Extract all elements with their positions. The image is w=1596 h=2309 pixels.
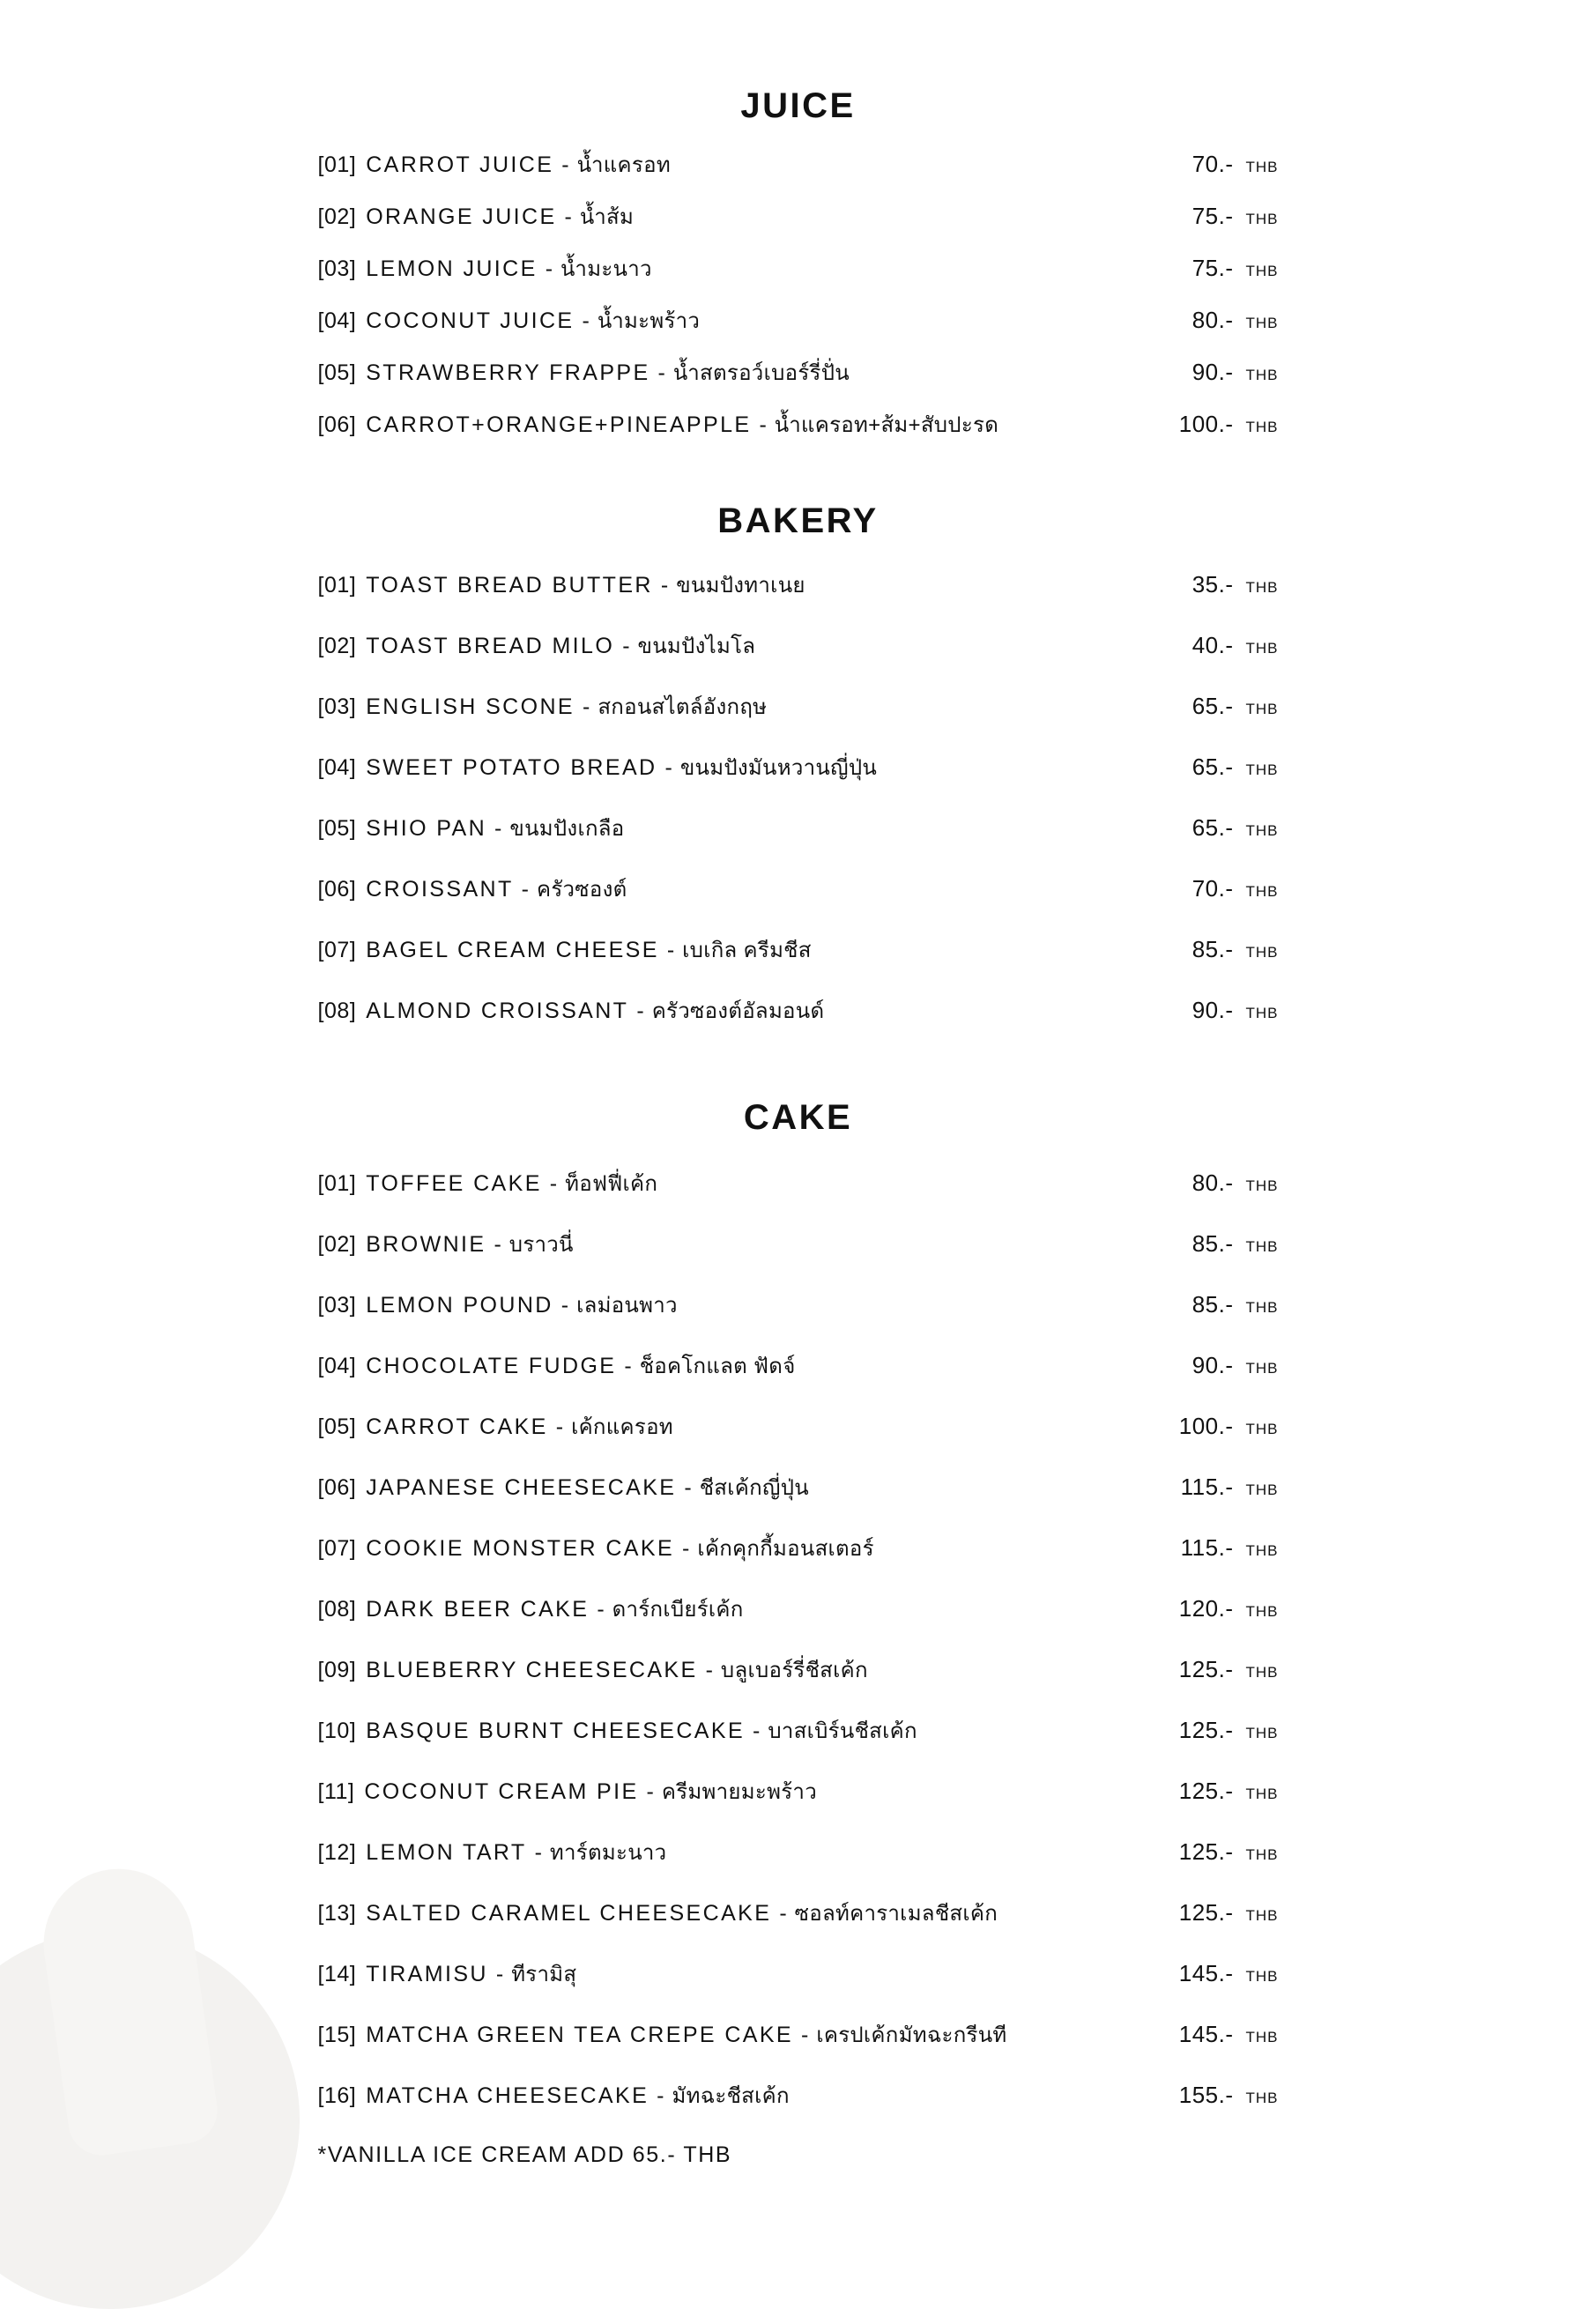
item-currency: THB	[1245, 211, 1279, 227]
item-separator: -	[636, 999, 644, 1023]
item-separator: -	[705, 1658, 713, 1682]
item-name: TIRAMISU	[366, 1962, 488, 1986]
item-price: 145.-	[1178, 2021, 1234, 2047]
item-index: [16]	[317, 2083, 357, 2108]
menu-item-price-group	[1120, 1778, 1279, 1805]
item-separator: -	[682, 1536, 690, 1561]
section-title-bakery: BAKERY	[717, 501, 879, 540]
item-name-thai: น้ำมะนาว	[560, 257, 652, 281]
item-name-thai: เลม่อนพาว	[576, 1294, 678, 1318]
item-name: CROISSANT	[366, 877, 514, 902]
item-name-thai: เครปเค้กมัทฉะกรีนที	[816, 2023, 1007, 2047]
menu-item-price-group	[1120, 1230, 1279, 1258]
menu-item-label	[318, 2017, 1007, 2052]
item-name: DARK BEER CAKE	[366, 1597, 590, 1622]
item-currency: THB	[1245, 1786, 1279, 1802]
item-name: BLUEBERRY CHEESECAKE	[366, 1658, 698, 1682]
item-currency: THB	[1245, 1481, 1279, 1498]
item-name-thai: บาสเบิร์นชีสเค้ก	[768, 1719, 917, 1743]
item-separator: -	[494, 1232, 501, 1257]
item-name-thai: บราวนี่	[508, 1233, 574, 1257]
item-separator: -	[657, 2083, 664, 2108]
item-currency: THB	[1245, 822, 1279, 839]
item-index: [06]	[317, 1475, 357, 1500]
menu-item-price-group	[1120, 936, 1279, 963]
menu-item-row	[318, 2078, 1279, 2112]
menu-item-label	[318, 1956, 577, 1991]
menu-item-price-group	[1120, 814, 1279, 842]
item-index: [07]	[317, 938, 357, 962]
item-price: 65.-	[1191, 814, 1234, 841]
item-index: [02]	[317, 1232, 357, 1257]
menu-item-price-group	[1120, 1595, 1279, 1622]
item-index: [05]	[317, 1414, 357, 1439]
item-name-thai: ครัวซองต์	[536, 878, 627, 902]
menu-item-price-group	[1120, 997, 1279, 1024]
menu-item-price-group	[1120, 571, 1279, 598]
menu-item-label	[318, 1652, 868, 1687]
item-index: [09]	[317, 1658, 357, 1682]
item-name-thai: น้ำแครอท+ส้ม+สับปะรด	[774, 413, 999, 437]
menu-item-label	[318, 407, 999, 442]
item-index: [14]	[317, 1962, 357, 1986]
item-price: 70.-	[1191, 151, 1234, 177]
menu-item-label	[318, 355, 850, 390]
item-separator: -	[753, 1719, 761, 1743]
item-index: [01]	[317, 152, 357, 177]
item-name-thai: น้ำแครอท	[576, 153, 671, 177]
item-index: [04]	[317, 1354, 357, 1378]
item-name: LEMON JUICE	[366, 256, 538, 281]
item-currency: THB	[1245, 1907, 1279, 1924]
item-index: [12]	[317, 1840, 357, 1865]
menu-item-row	[318, 1652, 1279, 1687]
item-price: 100.-	[1178, 1413, 1234, 1439]
item-separator: -	[561, 152, 569, 177]
menu-item-row	[318, 1166, 1279, 1200]
menu-item-row	[318, 1348, 1279, 1383]
menu-item-price-group	[1120, 632, 1279, 659]
menu-item-label	[318, 199, 635, 234]
menu-item-price-group	[1120, 1717, 1279, 1744]
item-list-cake	[151, 1166, 1446, 2112]
item-index: [06]	[317, 877, 357, 902]
menu-item-price-group	[1120, 1352, 1279, 1379]
item-name: ORANGE JUICE	[366, 204, 557, 229]
item-name-thai: ช็อคโกแลต ฟัดจ์	[639, 1355, 796, 1378]
item-name: STRAWBERRY FRAPPE	[366, 360, 650, 385]
item-index: [08]	[317, 999, 357, 1023]
menu-item-price-group	[1120, 1291, 1279, 1318]
item-separator: -	[664, 755, 672, 780]
item-name: TOAST BREAD MILO	[366, 634, 615, 658]
item-separator: -	[666, 938, 675, 962]
menu-item-price-group	[1120, 1169, 1279, 1197]
item-currency: THB	[1245, 419, 1279, 435]
item-price: 125.-	[1178, 1899, 1234, 1926]
item-index: [02]	[317, 204, 357, 229]
menu-item-price-group	[1120, 693, 1279, 720]
item-name-thai: สกอนสไตล์อังกฤษ	[598, 695, 768, 719]
item-name: LEMON TART	[366, 1840, 527, 1865]
item-price: 65.-	[1191, 754, 1234, 780]
item-name: ENGLISH SCONE	[366, 694, 575, 719]
item-name: SHIO PAN	[366, 816, 487, 841]
menu-section-cake	[151, 1054, 1446, 2168]
item-currency: THB	[1245, 1421, 1279, 1437]
item-price: 85.-	[1191, 1291, 1234, 1318]
item-separator: -	[597, 1597, 605, 1622]
item-list-juice	[151, 147, 1446, 442]
menu-item-label	[318, 1531, 874, 1565]
item-currency: THB	[1245, 1603, 1279, 1620]
menu-item-price-group	[1120, 359, 1279, 386]
menu-item-label	[318, 1592, 744, 1626]
item-index: [03]	[317, 694, 357, 719]
menu-item-label	[318, 628, 756, 663]
menu-item-row	[318, 1713, 1279, 1748]
item-separator: -	[657, 360, 665, 385]
item-index: [15]	[317, 2023, 357, 2047]
menu-item-row	[318, 932, 1279, 967]
menu-item-row	[318, 568, 1279, 602]
menu-item-label	[318, 1409, 673, 1444]
menu-item-price-group	[1120, 2082, 1279, 2109]
item-index: [10]	[317, 1719, 357, 1743]
item-name: ALMOND CROISSANT	[366, 999, 629, 1023]
item-name: SWEET POTATO BREAD	[366, 755, 657, 780]
item-name-thai: เค้กคุกกี้มอนสเตอร์	[697, 1537, 874, 1561]
menu-item-row	[318, 811, 1279, 845]
item-separator: -	[555, 1414, 564, 1439]
item-currency: THB	[1245, 1238, 1279, 1255]
item-name: CHOCOLATE FUDGE	[366, 1354, 617, 1378]
item-price: 90.-	[1191, 359, 1234, 385]
menu-item-row	[318, 407, 1279, 442]
item-separator: -	[494, 816, 502, 841]
item-price: 90.-	[1191, 997, 1234, 1023]
menu-item-row	[318, 147, 1279, 182]
menu-item-row	[318, 689, 1279, 724]
item-currency: THB	[1245, 1664, 1279, 1681]
item-separator: -	[549, 1171, 558, 1196]
item-price: 40.-	[1191, 632, 1234, 658]
item-price: 125.-	[1178, 1838, 1234, 1865]
menu-item-row	[318, 1774, 1279, 1808]
item-separator: -	[534, 1840, 542, 1865]
item-price: 80.-	[1191, 307, 1234, 333]
menu-item-row	[318, 628, 1279, 663]
item-name: SALTED CARAMEL CHEESECAKE	[366, 1901, 772, 1926]
item-price: 80.-	[1191, 1169, 1234, 1196]
item-price: 85.-	[1191, 936, 1234, 962]
menu-item-label	[318, 1288, 678, 1322]
item-currency: THB	[1245, 1542, 1279, 1559]
menu-item-label	[318, 811, 625, 845]
menu-item-price-group	[1120, 203, 1279, 230]
item-name-thai: ครัวซองต์อัลมอนด์	[651, 999, 825, 1023]
menu-item-price-group	[1120, 1474, 1279, 1501]
menu-item-price-group	[1120, 1899, 1279, 1927]
item-index: [04]	[317, 755, 357, 780]
item-name-thai: ทีรามิสุ	[511, 1963, 577, 1986]
menu-item-row	[318, 750, 1279, 784]
item-name-thai: ขนมปังมันหวานญี่ปุ่น	[679, 756, 878, 780]
menu-item-label	[318, 251, 652, 286]
item-index: [04]	[317, 308, 357, 333]
item-index: [11]	[317, 1779, 355, 1804]
item-price: 35.-	[1191, 571, 1234, 598]
item-name-thai: มัทฉะชีสเค้ก	[672, 2084, 790, 2108]
item-currency: THB	[1245, 640, 1279, 657]
item-name-thai: ซอลท์คาราเมลชีสเค้ก	[794, 1902, 998, 1926]
item-separator: -	[646, 1779, 654, 1804]
menu-item-price-group	[1120, 255, 1279, 282]
item-price: 125.-	[1178, 1656, 1234, 1682]
menu-item-row	[318, 1409, 1279, 1444]
item-currency: THB	[1245, 263, 1279, 279]
menu-section-juice	[151, 0, 1446, 442]
item-price: 155.-	[1178, 2082, 1234, 2108]
item-name-thai: ขนมปังทาเนย	[676, 574, 805, 598]
item-price: 145.-	[1178, 1960, 1234, 1986]
menu-item-label	[318, 1713, 917, 1748]
menu-item-label	[318, 568, 805, 602]
item-index: [01]	[317, 1171, 357, 1196]
menu-item-price-group	[1120, 151, 1279, 178]
menu-item-label	[318, 1227, 574, 1261]
menu-item-row	[318, 1835, 1279, 1869]
item-index: [03]	[317, 256, 357, 281]
item-name: CARROT CAKE	[366, 1414, 548, 1439]
item-name: BASQUE BURNT CHEESECAKE	[366, 1719, 746, 1743]
item-index: [01]	[317, 573, 357, 598]
item-name-thai: ดาร์กเบียร์เค้ก	[612, 1598, 744, 1622]
item-currency: THB	[1245, 2090, 1279, 2106]
menu-item-row	[318, 993, 1279, 1028]
section-title-cake: CAKE	[743, 1098, 853, 1137]
menu-item-row	[318, 1531, 1279, 1565]
item-separator: -	[759, 412, 767, 437]
item-name: MATCHA CHEESECAKE	[366, 2083, 650, 2108]
item-currency: THB	[1245, 315, 1279, 331]
menu-item-price-group	[1120, 1838, 1279, 1866]
item-name-thai: ท็อฟฟี่เค้ก	[565, 1172, 658, 1196]
section-title-juice: JUICE	[740, 86, 856, 125]
menu-item-row	[318, 355, 1279, 390]
item-name-thai: ครีมพายมะพร้าว	[661, 1780, 817, 1804]
item-currency: THB	[1245, 1299, 1279, 1316]
menu-item-label	[318, 750, 878, 784]
item-name: TOAST BREAD BUTTER	[366, 573, 653, 598]
menu-item-label	[318, 1470, 809, 1504]
item-name: COCONUT CREAM PIE	[364, 1779, 639, 1804]
item-name-thai: เบเกิล ครีมชีส	[682, 939, 812, 962]
item-list-bakery	[151, 568, 1446, 1028]
menu-item-label	[318, 1774, 817, 1808]
menu-item-row	[318, 251, 1279, 286]
item-currency: THB	[1245, 1846, 1279, 1863]
item-name-thai: บลูเบอร์รี่ชีสเค้ก	[720, 1659, 868, 1682]
item-price: 65.-	[1191, 693, 1234, 719]
item-price: 90.-	[1191, 1352, 1234, 1378]
item-price: 75.-	[1191, 203, 1234, 229]
item-separator: -	[582, 308, 590, 333]
menu-item-row	[318, 1470, 1279, 1504]
item-currency: THB	[1245, 1360, 1279, 1377]
item-name: TOFFEE CAKE	[366, 1171, 542, 1196]
menu-item-label	[318, 932, 812, 967]
item-price: 115.-	[1180, 1474, 1234, 1500]
menu-item-row	[318, 872, 1279, 906]
item-price: 75.-	[1191, 255, 1234, 281]
item-name-thai: ทาร์ตมะนาว	[549, 1841, 667, 1865]
item-index: [05]	[317, 816, 357, 841]
item-currency: THB	[1245, 579, 1279, 596]
menu-item-price-group	[1120, 1534, 1279, 1562]
item-name-thai: ขนมปังไมโล	[637, 635, 756, 658]
item-index: [13]	[317, 1901, 357, 1926]
menu-item-label	[318, 1896, 998, 1930]
menu-item-label	[318, 1348, 796, 1383]
item-name-thai: เค้กแครอท	[571, 1415, 673, 1439]
item-currency: THB	[1245, 1005, 1279, 1021]
item-name-thai: น้ำส้ม	[579, 205, 635, 229]
menu-item-label	[318, 2078, 790, 2112]
item-index: [07]	[317, 1536, 357, 1561]
menu-item-price-group	[1120, 307, 1279, 334]
item-separator: -	[521, 877, 529, 902]
menu-item-label	[318, 1835, 667, 1869]
item-name-thai: ขนมปังเกลือ	[509, 817, 625, 841]
menu-item-price-group	[1120, 875, 1279, 902]
item-currency: THB	[1245, 883, 1279, 900]
item-currency: THB	[1245, 1725, 1279, 1741]
item-price: 115.-	[1180, 1534, 1234, 1561]
item-name-thai: น้ำสตรอว์เบอร์รี่ปั่น	[672, 361, 850, 385]
item-price: 125.-	[1178, 1778, 1234, 1804]
menu-item-price-group	[1120, 2021, 1279, 2048]
item-index: [06]	[317, 412, 357, 437]
item-currency: THB	[1245, 701, 1279, 717]
item-currency: THB	[1245, 2029, 1279, 2045]
menu-item-label	[318, 1166, 658, 1200]
menu-item-row	[318, 1288, 1279, 1322]
item-name-thai: ชีสเค้กญี่ปุ่น	[699, 1476, 809, 1500]
item-name: CARROT JUICE	[366, 152, 554, 177]
item-name: JAPANESE CHEESECAKE	[366, 1475, 677, 1500]
menu-item-price-group	[1120, 1413, 1279, 1440]
item-index: [08]	[317, 1597, 357, 1622]
item-name: COCONUT JUICE	[366, 308, 575, 333]
item-separator: -	[624, 1354, 632, 1378]
item-separator: -	[545, 256, 553, 281]
menu-item-label	[318, 993, 825, 1028]
item-separator: -	[495, 1962, 504, 1986]
item-separator: -	[779, 1901, 787, 1926]
menu-item-row	[318, 2017, 1279, 2052]
menu-item-price-group	[1120, 411, 1279, 438]
item-price: 85.-	[1191, 1230, 1234, 1257]
menu-item-row	[318, 1592, 1279, 1626]
menu-section-bakery	[151, 459, 1446, 1028]
menu-item-label	[318, 147, 671, 182]
item-currency: THB	[1245, 1177, 1279, 1194]
menu-item-price-group	[1120, 754, 1279, 781]
cake-section-note: *VANILLA ICE CREAM ADD 65.- THB	[317, 2142, 732, 2167]
item-separator: -	[660, 573, 669, 598]
item-separator: -	[622, 634, 630, 658]
item-separator: -	[583, 694, 590, 719]
item-name: BAGEL CREAM CHEESE	[366, 938, 659, 962]
menu-item-label	[318, 872, 627, 906]
menu-item-row	[318, 1227, 1279, 1261]
item-currency: THB	[1245, 159, 1279, 175]
item-currency: THB	[1245, 944, 1279, 961]
menu-item-price-group	[1120, 1960, 1279, 1987]
item-name: COOKIE MONSTER CAKE	[366, 1536, 675, 1561]
item-name-thai: น้ำมะพร้าว	[597, 309, 701, 333]
item-name: BROWNIE	[366, 1232, 486, 1257]
menu-item-row	[318, 199, 1279, 234]
menu-item-row	[318, 303, 1279, 338]
menu-item-price-group	[1120, 1656, 1279, 1683]
item-price: 120.-	[1178, 1595, 1234, 1622]
item-currency: THB	[1245, 761, 1279, 778]
item-separator: -	[564, 204, 572, 229]
item-index: [02]	[317, 634, 357, 658]
item-price: 70.-	[1191, 875, 1234, 902]
item-index: [05]	[317, 360, 357, 385]
item-currency: THB	[1245, 1968, 1279, 1985]
item-name: CARROT+ORANGE+PINEAPPLE	[366, 412, 752, 437]
item-index: [03]	[317, 1293, 357, 1318]
item-separator: -	[560, 1293, 569, 1318]
item-price: 125.-	[1178, 1717, 1234, 1743]
item-currency: THB	[1245, 367, 1279, 383]
menu-item-row	[318, 1956, 1279, 1991]
menu-item-label	[318, 689, 768, 724]
menu-item-row	[318, 1896, 1279, 1930]
item-separator: -	[684, 1475, 692, 1500]
menu-item-label	[318, 303, 701, 338]
item-name: LEMON POUND	[366, 1293, 553, 1318]
item-name: MATCHA GREEN TEA CREPE CAKE	[366, 2023, 794, 2047]
item-separator: -	[801, 2023, 809, 2047]
item-price: 100.-	[1178, 411, 1234, 437]
